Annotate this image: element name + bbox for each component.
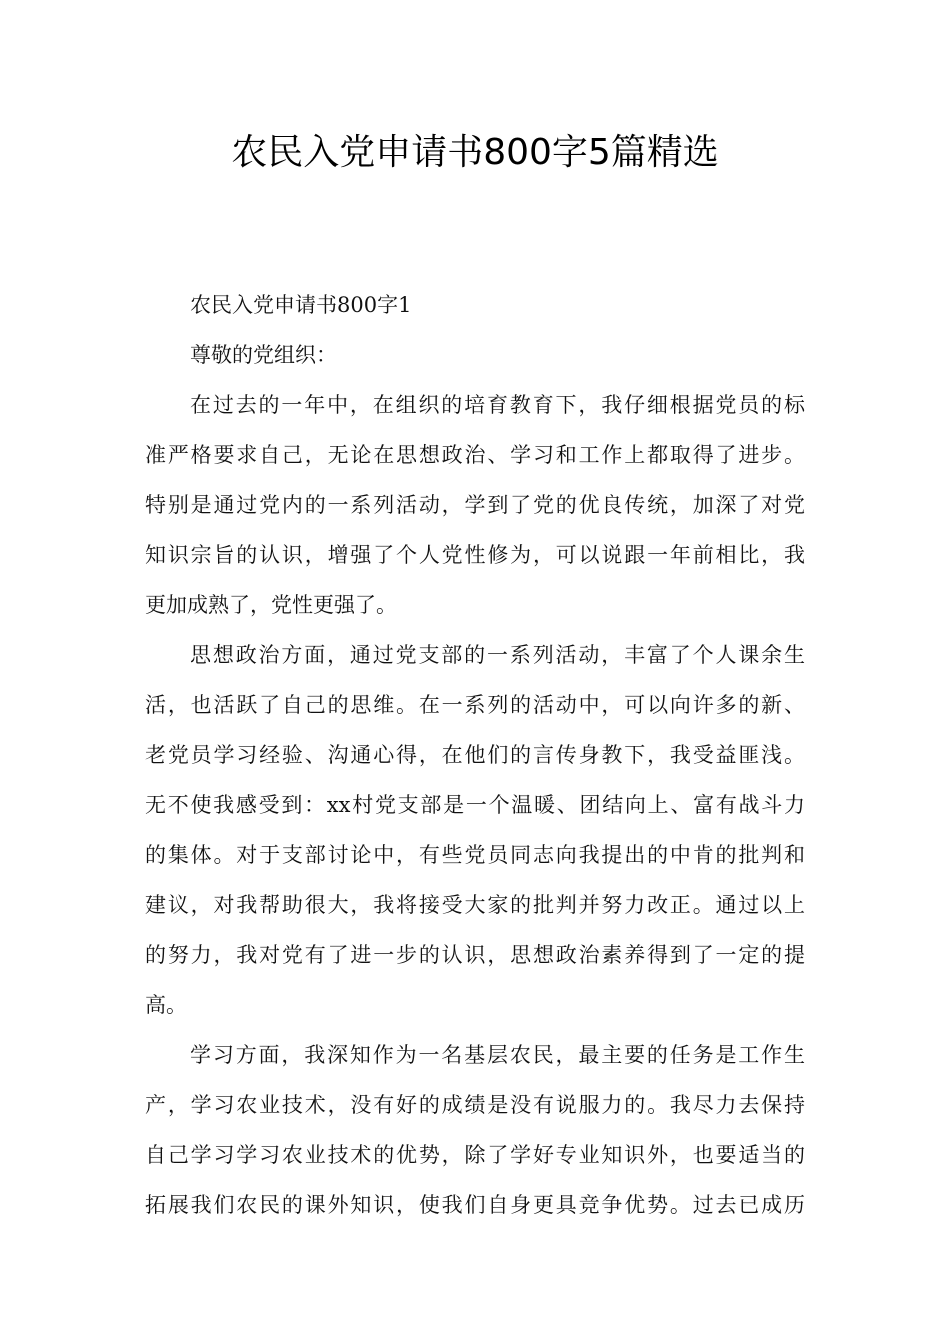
paragraph-3-line-3: 自己学习学习农业技术的优势，除了学好专业知识外，也要适当的 (145, 1143, 805, 1167)
paragraph-1-line-1: 在过去的一年中，在组织的培育教育下，我仔细根据党员的标 (190, 393, 805, 417)
paragraph-2-line-4: 无不使我感受到：xx村党支部是一个温暖、团结向上、富有战斗力 (145, 793, 805, 817)
paragraph-1-line-3: 特别是通过党内的一系列活动，学到了党的优良传统，加深了对党 (145, 493, 805, 517)
paragraph-1-line-2: 准严格要求自己，无论在思想政治、学习和工作上都取得了进步。 (145, 443, 805, 467)
paragraph-2-line-6: 建议，对我帮助很大，我将接受大家的批判并努力改正。通过以上 (145, 893, 805, 917)
paragraph-2-line-7: 的努力，我对党有了进一步的认识，思想政治素养得到了一定的提 (145, 943, 805, 967)
paragraph-3-line-2: 产，学习农业技术，没有好的成绩是没有说服力的。我尽力去保持 (145, 1093, 805, 1117)
paragraph-2-line-5: 的集体。对于支部讨论中，有些党员同志向我提出的中肯的批判和 (145, 843, 805, 867)
paragraph-1-line-5: 更加成熟了，党性更强了。 (145, 593, 397, 617)
document-body (145, 280, 805, 1230)
paragraph-3-line-1: 学习方面，我深知作为一名基层农民，最主要的任务是工作生 (190, 1043, 805, 1067)
section-heading: 农民入党申请书800字1 (190, 293, 412, 317)
paragraph-2-line-2: 活，也活跃了自己的思维。在一系列的活动中，可以向许多的新、 (145, 693, 805, 717)
paragraph-2-line-3: 老党员学习经验、沟通心得，在他们的言传身教下，我受益匪浅。 (145, 743, 805, 767)
paragraph-1-line-4: 知识宗旨的认识，增强了个人党性修为，可以说跟一年前相比，我 (145, 543, 805, 567)
salutation: 尊敬的党组织： (190, 343, 337, 367)
paragraph-2-line-1: 思想政治方面，通过党支部的一系列活动，丰富了个人课余生 (190, 643, 805, 667)
document-title: 农民入党申请书800字5篇精选 (231, 132, 719, 173)
paragraph-2-line-8: 高。 (145, 993, 187, 1017)
paragraph-3-line-4: 拓展我们农民的课外知识，使我们自身更具竞争优势。过去已成历 (145, 1193, 805, 1217)
